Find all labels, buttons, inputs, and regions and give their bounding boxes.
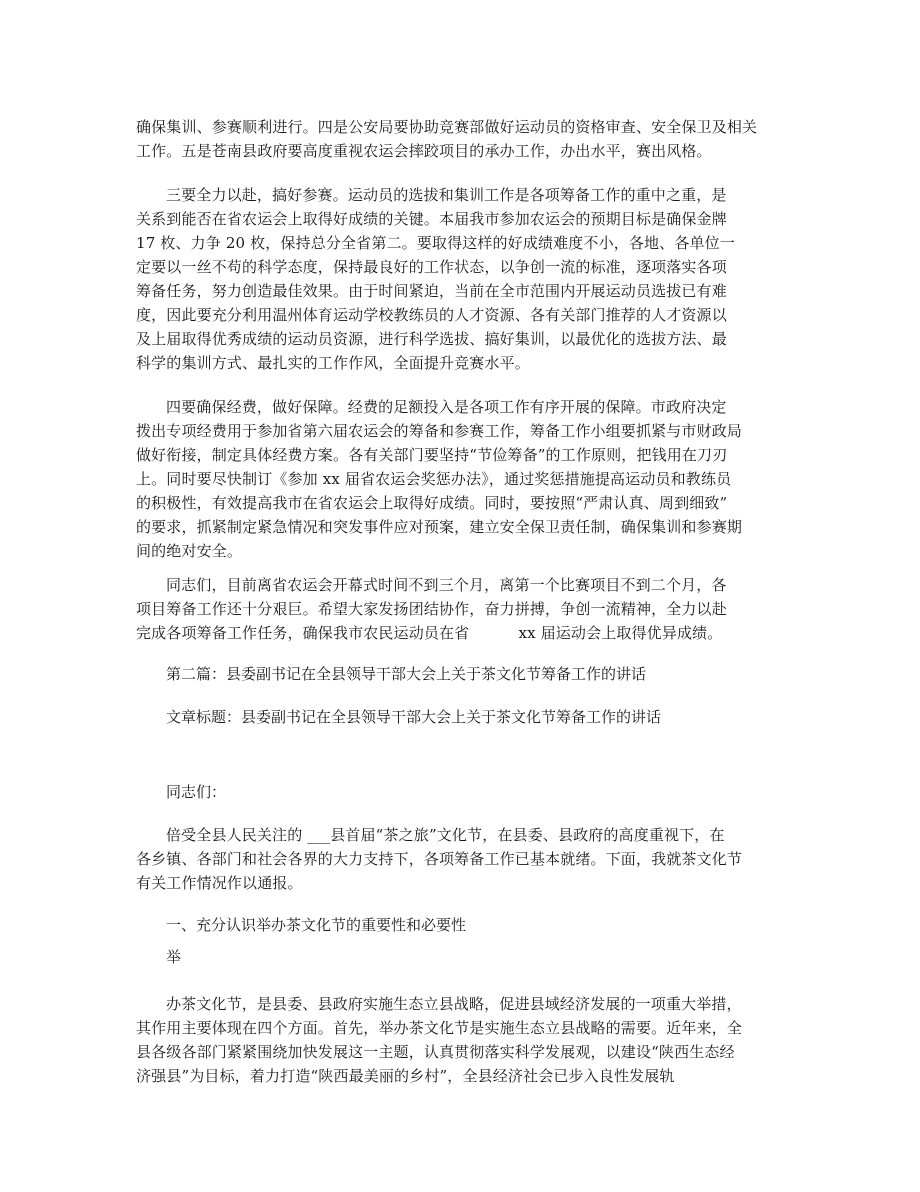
subheading-one: 一、充分认识举办茶文化节的重要性和必要性 bbox=[166, 916, 467, 934]
section-heading: 第二篇：县委副书记在全县领导干部大会上关于茶文化节筹备工作的讲话 bbox=[166, 665, 647, 683]
paragraph-line: 各乡镇、各部门和社会各界的大力支持下，各项筹备工作已基本就绪。下面，我就茶文化节 bbox=[136, 850, 743, 868]
paragraph-line: 确保集训、参赛顺利进行。四是公安局要协助竞赛部做好运动员的资格审查、安全保卫及相关 bbox=[136, 118, 758, 136]
paragraph-line: 关系到能否在省农运会上取得好成绩的关键。本届我市参加农运会的预期目标是确保金牌 bbox=[136, 210, 727, 228]
paragraph-1 bbox=[136, 115, 758, 163]
paragraph-line: 度，因此要充分利用温州体育运动学校教练员的人才资源、各有关部门推荐的人才资源以 bbox=[136, 306, 727, 324]
paragraph-line: 定要以一丝不苟的科学态度，保持最良好的工作状态，以争创一流的标准，逐项落实各项 bbox=[136, 258, 727, 276]
paragraph-11 bbox=[136, 992, 743, 1088]
paragraph-line: 同志们，目前离省农运会开幕式时间不到三个月，离第一个比赛项目不到二个月，各 bbox=[166, 576, 727, 594]
paragraph-line: 的要求，抓紧制定紧急情况和突发事件应对预案，建立安全保卫责任制，确保集训和参赛期 bbox=[136, 518, 743, 536]
paragraph-line: 上。同时要尽快制订《参加 xx 届省农运会奖惩办法》，通过奖惩措施提高运动员和教练员 bbox=[136, 470, 732, 488]
paragraph-line: 其作用主要体现在四个方面。首先，举办茶文化节是实施生态立县战略的需要。近年来，全 bbox=[136, 1019, 743, 1037]
paragraph-line: 四要确保经费，做好保障。经费的足额投入是各项工作有序开展的保障。市政府决定 bbox=[166, 398, 727, 416]
paragraph-line: 办茶文化节，是县委、县政府实施生态立县战略，促进县域经济发展的一项重大举措， bbox=[166, 995, 742, 1013]
article-title: 文章标题：县委副书记在全县领导干部大会上关于茶文化节筹备工作的讲话 bbox=[166, 708, 662, 726]
paragraph-line: 济强县”为目标，着力打造“陕西最美丽的乡村”，全县经济社会已步入良性发展轨 bbox=[136, 1067, 675, 1085]
paragraph-line: 项目筹备工作还十分艰巨。希望大家发扬团结协作，奋力拼搏，争创一流精神，全力以赴 bbox=[136, 600, 727, 618]
paragraph-8 bbox=[136, 823, 743, 895]
paragraph-line: 工作。五是苍南县政府要高度重视农运会摔跤项目的承办工作，办出水平，赛出风格。 bbox=[136, 142, 712, 160]
paragraph-line: 县各级各部门紧紧围绕加快发展这一主题，认真贯彻落实科学发展观，以建设“陕西生态经 bbox=[136, 1043, 735, 1061]
paragraph-line: 有关工作情况作以通报。 bbox=[136, 874, 303, 892]
paragraph-4 bbox=[136, 573, 736, 645]
fragment-text: 举 bbox=[166, 948, 182, 966]
paragraph-line: 做好衔接，制定具体经费方案。各有关部门要坚持“节俭筹备”的工作原则，把钱用在刀刃 bbox=[136, 446, 728, 464]
paragraph-line: 筹备任务，努力创造最佳效果。由于时间紧迫，当前在全市范围内开展运动员选拔已有难 bbox=[136, 282, 727, 300]
paragraph-3 bbox=[136, 395, 743, 563]
salutation: 同志们： bbox=[166, 783, 227, 801]
paragraph-line: 科学的集训方式、最扎实的工作作风，全面提升竞赛水平。 bbox=[136, 354, 530, 372]
paragraph-2 bbox=[136, 183, 736, 375]
paragraph-line: 倍受全县人民关注的 ___县首届“茶之旅”文化节，在县委、县政府的高度重视下，在 bbox=[166, 826, 725, 844]
paragraph-line: 完成各项筹备工作任务，确保我市农民运动员在省 xx 届运动会上取得优异成绩。 bbox=[136, 624, 723, 642]
paragraph-line: 拨出专项经费用于参加省第六届农运会的筹备和参赛工作，筹备工作小组要抓紧与市财政局 bbox=[136, 422, 743, 440]
paragraph-line: 的积极性，有效提高我市在省农运会上取得好成绩。同时，要按照“严肃认真、周到细致” bbox=[136, 494, 728, 512]
paragraph-line: 间的绝对安全。 bbox=[136, 542, 243, 560]
paragraph-line: 17 枚、力争 20 枚，保持总分全省第二。要取得这样的好成绩难度不小，各地、各单位一 bbox=[136, 234, 735, 252]
paragraph-line: 及上届取得优秀成绩的运动员资源，进行科学选拔、搞好集训，以最优化的选拔方法、最 bbox=[136, 330, 727, 348]
paragraph-line: 三要全力以赴，搞好参赛。运动员的选拔和集训工作是各项筹备工作的重中之重，是 bbox=[166, 186, 727, 204]
